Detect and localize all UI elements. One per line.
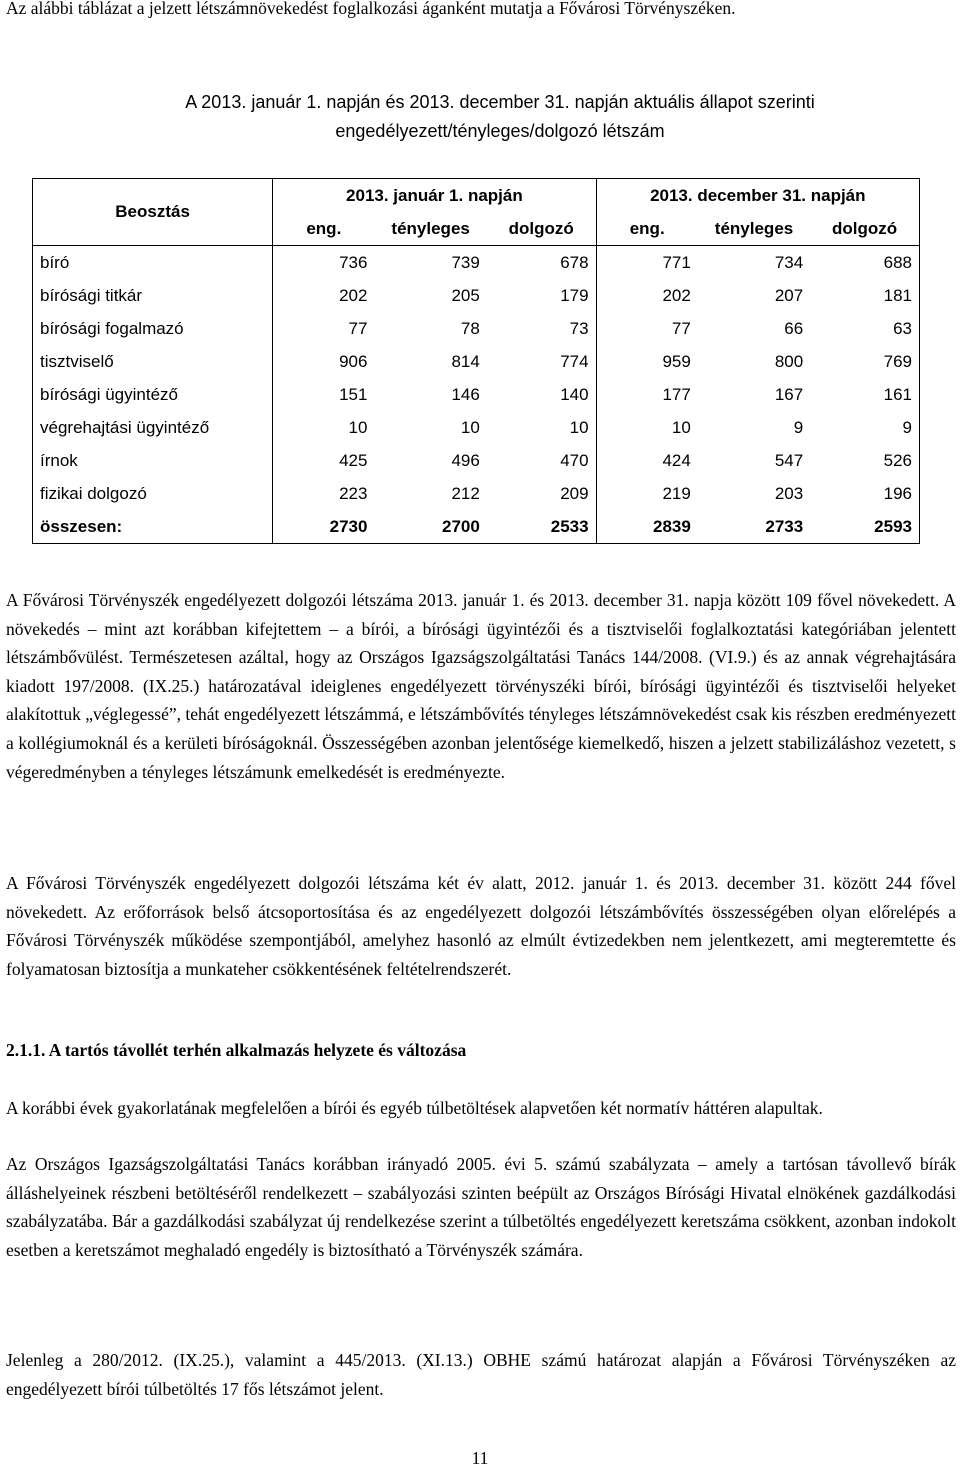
section-heading: 2.1.1. A tartós távollét terhén alkalmazás helyzete és változása	[6, 1040, 467, 1060]
value-cell: 77	[596, 312, 698, 345]
value-cell: 212	[451, 483, 480, 503]
row-label: bíró	[40, 252, 70, 272]
value-cell: 769	[883, 351, 912, 371]
value-cell: 73	[569, 318, 589, 338]
value-cell: 167	[774, 384, 804, 404]
value-cell: 736	[273, 246, 375, 280]
intro-paragraph: Az alábbi táblázat a jelzett létszámnövekedést foglalkozási áganként mutatja a Fővárosi Törvényszéken.	[6, 0, 736, 18]
table-header-row	[33, 179, 920, 213]
row-label: összesen:	[40, 516, 123, 536]
value-cell: 9	[793, 417, 804, 437]
value-cell: 547	[774, 450, 804, 470]
value-cell: 177	[596, 378, 698, 411]
row-label: végrehajtási ügyintéző	[40, 417, 210, 437]
value-cell: 140	[560, 384, 589, 404]
value-cell: 774	[560, 351, 589, 371]
table-caption	[180, 88, 820, 146]
table-row	[33, 312, 920, 345]
subheader-cell: eng.	[273, 212, 375, 246]
table-row	[33, 246, 920, 280]
table-row	[33, 345, 920, 378]
value-cell: 181	[883, 285, 912, 305]
value-cell: 526	[883, 450, 912, 470]
row-label: fizikai dolgozó	[40, 483, 147, 503]
total-row	[33, 510, 920, 544]
table-row	[33, 477, 920, 510]
value-cell: 771	[596, 246, 698, 280]
value-cell: 10	[596, 411, 698, 444]
staff-table	[32, 178, 920, 544]
paragraph-1: A Fővárosi Törvényszék engedélyezett dolgozói létszáma 2013. január 1. és 2013. december 31. napja között 109 fővel növekedett. A növekedés – mint azt korábban kifejtettem – a bírói, a bírósági ügyintézői és a tisztviselői foglalkoztatási kategóriában jelentett létszámbővülést. Természetesen azáltal, hogy az Országos Igazságszolgáltatási Tanács 144/2008. (VI.9.) és az annak végrehajtására kiadott 197/2008. (IX.25.) határozatával ideiglenes engedélyezett törvényszéki bírói, bírósági ügyintézői és tisztviselői helyeket alakítottuk „véglegessé”, tehát engedélyezett létszámmá, e létszámbővítés tényleges létszámnövekedést csak kis részben eredményezett a kollégiumoknál és a kerületi bíróságoknál. Összességében azonban jelentősége kiemelkedő, hiszen a jelzett stabilizáláshoz vezetett, s végeredményben a tényleges létszámunk emelkedését is eredményezte.	[6, 590, 956, 782]
value-cell: 78	[460, 318, 480, 338]
corner-header: Beosztás	[33, 179, 273, 246]
table-row	[33, 279, 920, 312]
row-label: bírósági titkár	[40, 285, 143, 305]
value-cell: 678	[560, 252, 589, 272]
value-cell: 205	[451, 285, 480, 305]
value-cell: 688	[883, 252, 912, 272]
subheader-cell: eng.	[596, 212, 698, 246]
value-cell: 906	[273, 345, 375, 378]
value-cell: 800	[774, 351, 804, 371]
value-cell: 739	[451, 252, 480, 272]
value-cell: 959	[596, 345, 698, 378]
value-cell: 77	[273, 312, 375, 345]
value-cell: 223	[273, 477, 375, 510]
page-number: 11	[471, 1448, 489, 1468]
value-cell: 2733	[765, 516, 804, 536]
row-label: tisztviselő	[40, 351, 114, 371]
value-cell: 179	[560, 285, 589, 305]
value-cell: 219	[596, 477, 698, 510]
value-cell: 203	[774, 483, 804, 503]
value-cell: 10	[273, 411, 375, 444]
value-cell: 470	[560, 450, 589, 470]
group-header-jan: 2013. január 1. napján	[273, 179, 596, 213]
table-row	[33, 444, 920, 477]
paragraph-3: A korábbi évek gyakorlatának megfelelően a bírói és egyéb túlbetöltések alapvetően két normatív háttéren alapultak.	[6, 1098, 823, 1118]
value-cell: 2839	[596, 510, 698, 544]
value-cell: 2533	[550, 516, 589, 536]
subheader-cell: tényleges	[374, 212, 486, 246]
group-header-dec: 2013. december 31. napján	[596, 179, 919, 213]
paragraph-5: Jelenleg a 280/2012. (IX.25.), valamint a 445/2013. (XI.13.) OBHE számú határozat alapján a Fővárosi Törvényszéken az engedélyezett bírói túlbetöltés 17 fős létszámot jelent.	[6, 1350, 956, 1399]
row-label: bírósági fogalmazó	[40, 318, 184, 338]
value-cell: 146	[451, 384, 480, 404]
value-cell: 425	[273, 444, 375, 477]
row-label: bírósági ügyintéző	[40, 384, 178, 404]
table-body	[33, 246, 920, 544]
value-cell: 814	[451, 351, 480, 371]
caption-line-2: engedélyezett/tényleges/dolgozó létszám	[335, 121, 665, 141]
value-cell: 9	[902, 417, 912, 437]
caption-line-1: A 2013. január 1. napján és 2013. december 31. napján aktuális állapot szerinti	[185, 92, 815, 112]
paragraph-2: A Fővárosi Törvényszék engedélyezett dolgozói létszáma két év alatt, 2012. január 1. és 2013. december 31. között 244 fővel növekedett. Az erőforrások belső átcsoportosítása és az engedélyezett dolgozói létszámbővítés összességében olyan előrelépés a Fővárosi Törvényszék működése szempontjából, amelyhez hasonló az elmúlt évtizedekben nem jelentkezett, ami megteremtette és folyamatosan biztosítja a munkateher csökkentésének feltételrendszerét.	[6, 873, 956, 979]
value-cell: 66	[784, 318, 804, 338]
paragraph-4: Az Országos Igazságszolgáltatási Tanács korábban irányadó 2005. évi 5. számú szabályzata – amely a tartósan távollevő bírák álláshelyeinek részbeni betöltéséről rendelkezett – szabályozási szinten beépült az Országos Bírósági Hivatal elnökének gazdálkodási szabályzatába. Bár a gazdálkodási szabályzat új rendelkezése szerint a túlbetöltés engedélyezett keretszáma csökkent, azonban indokolt esetben a keretszámot meghaladó engedély is biztosítható a Törvényszék számára.	[6, 1154, 956, 1260]
value-cell: 2730	[273, 510, 375, 544]
subheader-cell: dolgozó	[487, 212, 596, 246]
table-row	[33, 411, 920, 444]
value-cell: 202	[273, 279, 375, 312]
value-cell: 196	[883, 483, 912, 503]
value-cell: 496	[451, 450, 480, 470]
table-row	[33, 378, 920, 411]
value-cell: 202	[596, 279, 698, 312]
value-cell: 63	[893, 318, 912, 338]
value-cell: 2593	[874, 516, 912, 536]
value-cell: 207	[774, 285, 804, 305]
value-cell: 209	[560, 483, 589, 503]
value-cell: 10	[569, 417, 589, 437]
subheader-cell: dolgozó	[810, 212, 919, 246]
value-cell: 151	[273, 378, 375, 411]
value-cell: 161	[883, 384, 912, 404]
value-cell: 10	[460, 417, 480, 437]
value-cell: 424	[596, 444, 698, 477]
row-label: írnok	[40, 450, 78, 470]
subheader-cell: tényleges	[698, 212, 810, 246]
value-cell: 734	[774, 252, 804, 272]
value-cell: 2700	[442, 516, 480, 536]
